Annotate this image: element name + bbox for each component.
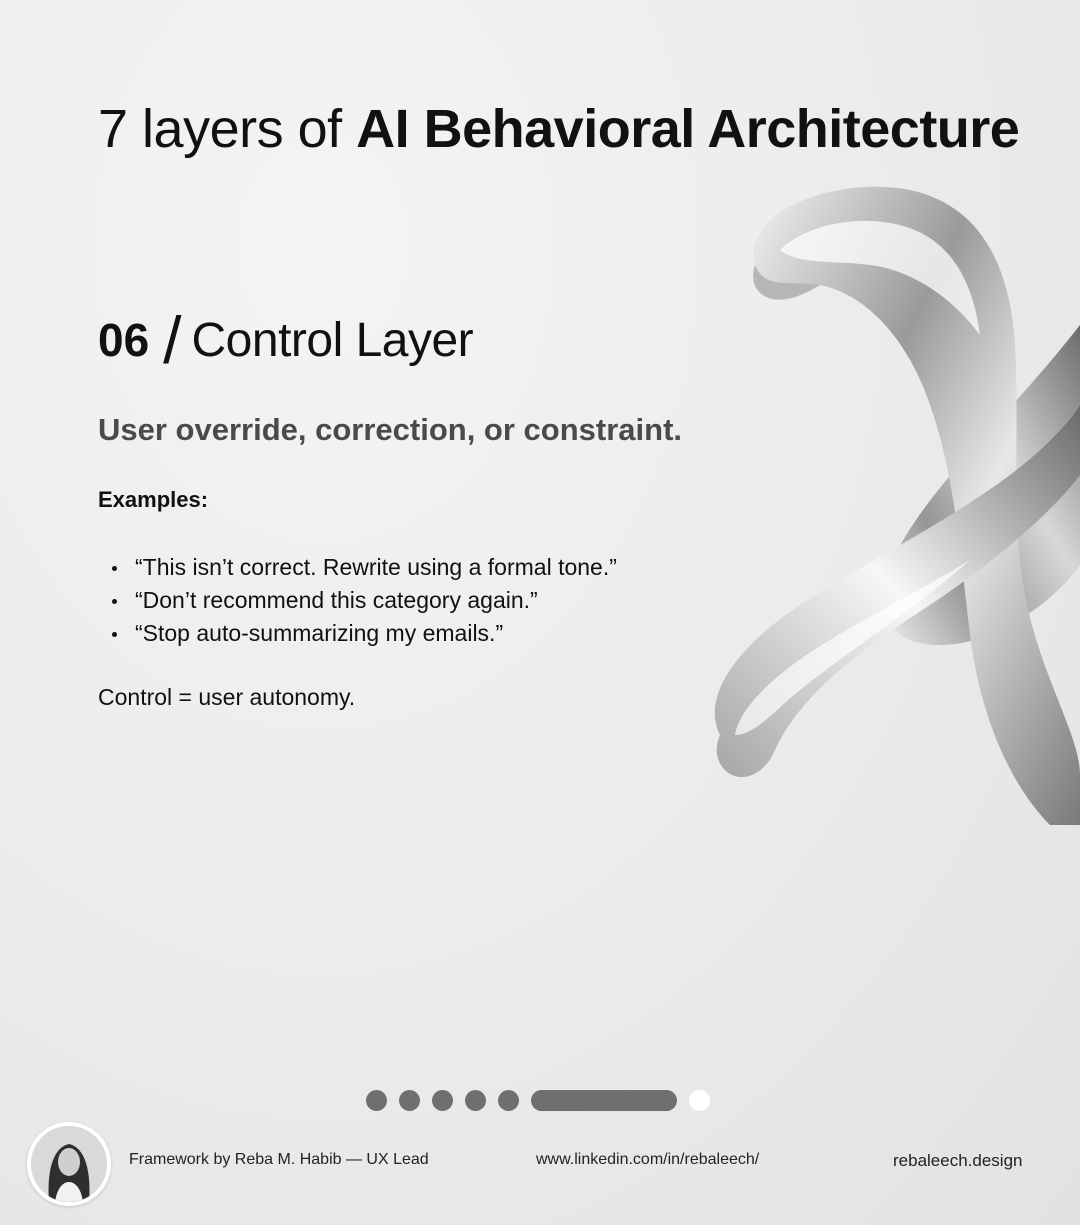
page-title bbox=[98, 96, 1019, 162]
abstract-chrome-sculpture bbox=[680, 175, 1080, 825]
footer-linkedin-url: www.linkedin.com/in/rebaleech/ bbox=[536, 1151, 760, 1168]
pagination-dot-current bbox=[531, 1090, 677, 1111]
example-item: “Stop auto-summarizing my emails.” bbox=[110, 617, 617, 650]
section-separator: / bbox=[163, 303, 182, 377]
example-item: “This isn’t correct. Rewrite using a formal tone.” bbox=[110, 551, 617, 584]
author-photo-icon bbox=[31, 1126, 107, 1202]
title-regular: 7 layers of bbox=[98, 99, 357, 159]
pagination-dot-7 bbox=[689, 1090, 710, 1111]
footer-website: rebaleech.design bbox=[893, 1151, 1023, 1170]
section-name: Control Layer bbox=[191, 313, 474, 367]
examples-list bbox=[110, 551, 617, 650]
pagination-dot-3 bbox=[432, 1090, 453, 1111]
pagination-dot-2 bbox=[399, 1090, 420, 1111]
pagination-dot-5 bbox=[498, 1090, 519, 1111]
pagination-dot-1 bbox=[366, 1090, 387, 1111]
section-heading bbox=[98, 300, 473, 380]
author-avatar bbox=[27, 1122, 111, 1206]
section-summary: Control = user autonomy. bbox=[98, 684, 356, 710]
title-bold: AI Behavioral Architecture bbox=[356, 99, 1020, 159]
examples-label: Examples: bbox=[98, 487, 209, 512]
slide-pagination bbox=[366, 1090, 710, 1111]
pagination-dot-4 bbox=[465, 1090, 486, 1111]
section-tagline: User override, correction, or constraint. bbox=[98, 412, 683, 447]
example-item: “Don’t recommend this category again.” bbox=[110, 584, 617, 617]
footer-credit: Framework by Reba M. Habib — UX Lead bbox=[129, 1151, 429, 1168]
section-number: 06 bbox=[98, 314, 150, 366]
